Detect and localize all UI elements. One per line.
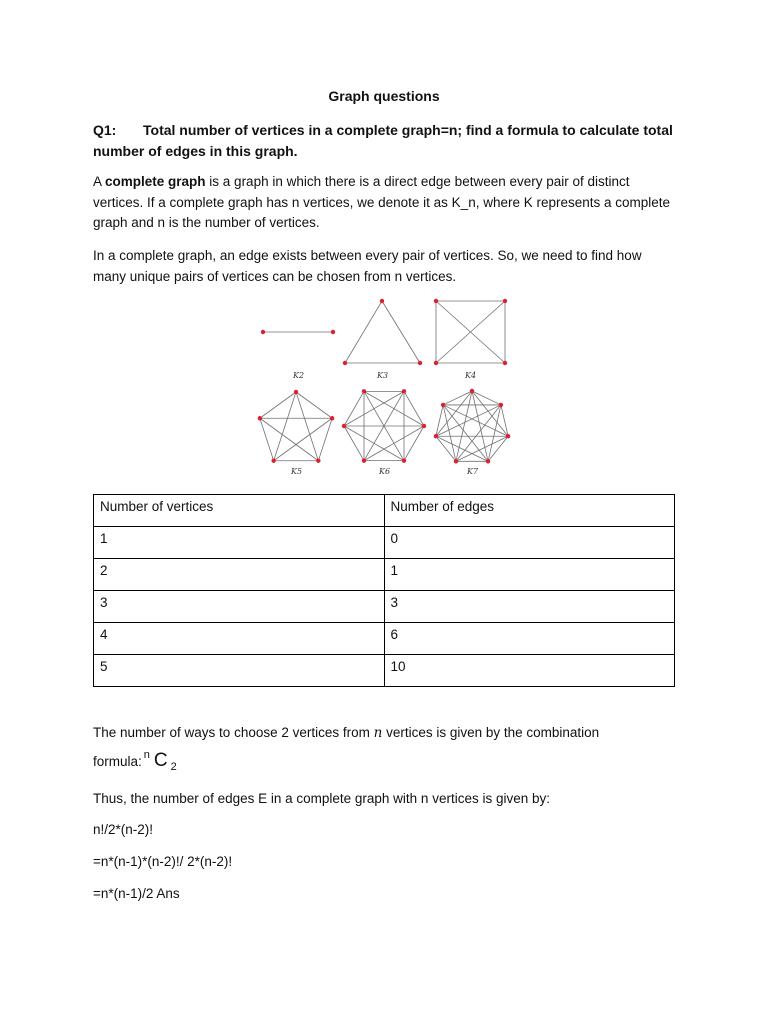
table-row [94,591,675,623]
table-cell: 2 [94,559,385,591]
formula-symbol: C [153,750,168,771]
graph-label: K5 [291,467,303,476]
complete-graph-k4 [434,299,507,380]
table-cell: 3 [384,591,675,623]
edges-paragraph: Thus, the number of edges E in a complete graph with n vertices is given by: [93,791,550,806]
table-row [94,623,675,655]
graph-vertex [441,403,445,407]
complete-graph-k2 [261,330,335,380]
graph-vertex [503,299,507,303]
graph-vertex [486,459,490,463]
graph-vertex [434,361,438,365]
combination-text-after: vertices is given by the combination [382,725,600,740]
graph-vertex [434,434,438,438]
graph-edge [436,436,488,461]
graph-label: K3 [377,371,389,380]
equation-line: =n*(n-1)/2 Ans [93,886,180,901]
combination-formula [93,750,177,772]
graph-edge [443,391,472,405]
graph-vertex [331,330,335,334]
combination-variable: n [373,725,383,741]
graph-label: K2 [293,371,305,380]
formula-superscript: n [143,749,150,761]
definition-prefix: A [93,174,106,189]
graph-vertex [362,389,366,393]
graph-edge [260,392,296,418]
complete-graph-k5 [258,390,335,476]
graph-edge [274,392,296,461]
table-cell: 1 [94,527,385,559]
graph-edge [344,391,364,426]
table-cell: 3 [94,591,385,623]
graph-vertex [362,458,366,462]
graph-label: K6 [379,467,391,476]
graph-edge [404,391,424,426]
pairs-paragraph: In a complete graph, an edge exists between every pair of vertices. So, we need to find how many unique pairs of vertices can be chosen from n vertices. [93,248,642,284]
graph-vertex [418,361,422,365]
complete-graphs-figure [255,292,515,482]
graph-edge [260,418,274,460]
graph-edge [274,418,332,460]
graph-vertex [330,416,334,420]
table-cell: 6 [384,623,675,655]
graph-vertex [506,434,510,438]
graph-vertex [470,389,474,393]
graph-edge [318,418,332,460]
graph-vertex [434,299,438,303]
combination-text-before: The number of ways to choose 2 vertices from [93,725,374,740]
graph-edge [296,392,332,418]
table-row [94,655,675,687]
graph-vertex [454,459,458,463]
combination-paragraph [93,723,675,744]
page-title: Graph questions [328,88,440,104]
table-cell: 1 [384,559,675,591]
equation-line: n!/2*(n-2)! [93,822,154,837]
graph-vertex [499,403,503,407]
graph-vertex [271,459,275,463]
graph-edge [456,436,508,461]
graph-edge [436,405,501,436]
table-header-row [94,495,675,527]
graph-vertex [402,389,406,393]
graph-edge [260,418,318,460]
graph-edge [472,391,501,405]
definition-rest: is a graph in which there is a direct edge between every pair of distinct vertices. If a complete graph has n vertices, we denote it as K_n, where K represents a complete graph and n is the number of vertices. [93,174,671,230]
graph-vertex [422,424,426,428]
graph-edge [345,301,382,363]
graph-vertex [380,299,384,303]
graph-vertex [343,361,347,365]
graph-edge [443,405,508,436]
graph-edge [382,301,420,363]
table-cell: 10 [384,655,675,687]
graph-edge [404,426,424,461]
question-text: Total number of vertices in a complete graph=n; find a formula to calculate total number of edges in this graph. [93,122,673,159]
graph-vertex [402,458,406,462]
graph-vertex [342,424,346,428]
equation-line: =n*(n-1)*(n-2)!/ 2*(n-2)! [93,854,233,869]
table-cell: 4 [94,623,385,655]
formula-label: formula: [93,754,142,769]
graph-vertex [258,416,262,420]
complete-graph-k7 [434,389,511,476]
table-cell: 0 [384,527,675,559]
graph-edge [296,392,318,461]
vertices-edges-table [93,494,675,687]
table-header-cell: Number of edges [384,495,675,527]
table-row [94,559,675,591]
complete-graph-k6 [342,389,426,476]
formula-subscript: 2 [170,761,177,773]
graph-vertex [294,390,298,394]
table-row [94,527,675,559]
question-number: Q1: [93,122,117,138]
definition-paragraph [93,172,675,234]
graph-vertex [316,459,320,463]
question-1 [93,120,675,162]
definition-term: complete graph [105,174,206,189]
graph-label: K4 [465,371,477,380]
table-cell: 5 [94,655,385,687]
table-header-cell: Number of vertices [94,495,385,527]
document-page [93,0,675,1024]
graph-edge [344,391,404,426]
graph-label: K7 [467,467,479,476]
graph-vertex [503,361,507,365]
complete-graphs-svg [255,292,515,482]
graph-vertex [261,330,265,334]
graph-edge [344,426,364,461]
complete-graph-k3 [343,299,422,380]
